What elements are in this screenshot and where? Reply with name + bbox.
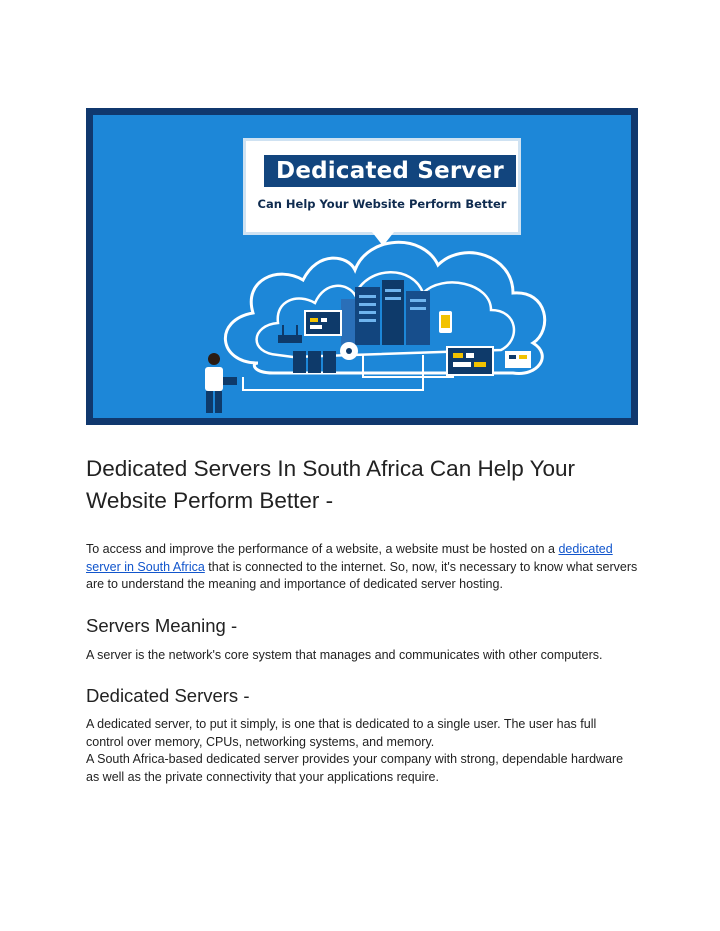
person-with-laptop: [205, 353, 237, 413]
monitor-left: [305, 311, 341, 335]
article-heading-line1: Dedicated Servers In South Africa Can Help Your: [86, 456, 576, 481]
banner-background: [93, 115, 631, 418]
article-heading-line2: Website Perform Better -: [86, 488, 334, 513]
article-heading: [86, 453, 646, 517]
intro-text-before-link: To access and improve the performance of a website, a website must be hosted on a: [86, 542, 559, 556]
section-heading-dedicated-servers: Dedicated Servers -: [86, 685, 250, 706]
link-text-part2: server in South Africa: [86, 559, 205, 574]
intro-text-after-link: that is connected to the internet. So, now, it's necessary to know what servers are to understand the meaning and importance of dedicated server hosting.: [86, 559, 638, 591]
servers-meaning-paragraph: A server is the network's core system that manages and communicates with other computers.: [86, 648, 603, 662]
hero-banner-image: [86, 108, 638, 425]
server-rack: [341, 299, 355, 345]
banner-title: Dedicated Server: [264, 155, 516, 187]
server-unit: [323, 351, 336, 373]
dedicated-servers-text-1: A dedicated server, to put it simply, is one that is dedicated to a single user. The user has full control over memory, CPUs, networking systems, and memory.: [86, 717, 597, 749]
server-unit: [308, 351, 321, 373]
dedicated-servers-paragraph: [86, 716, 626, 786]
cloud-network-illustration: [93, 115, 631, 418]
server-unit: [293, 351, 306, 373]
section-heading-servers-meaning: Servers Meaning -: [86, 615, 238, 636]
banner-subtitle: Can Help Your Website Perform Better: [257, 197, 507, 211]
router: [278, 335, 302, 343]
monitor-small: [505, 351, 531, 368]
intro-paragraph: [86, 541, 642, 594]
link-text-part1: dedicated: [558, 542, 613, 556]
dedicated-servers-text-2: A South Africa-based dedicated server provides your company with strong, dependable hardware as well as the private connectivity that your applications require.: [86, 752, 624, 784]
monitor-right: [447, 347, 493, 375]
